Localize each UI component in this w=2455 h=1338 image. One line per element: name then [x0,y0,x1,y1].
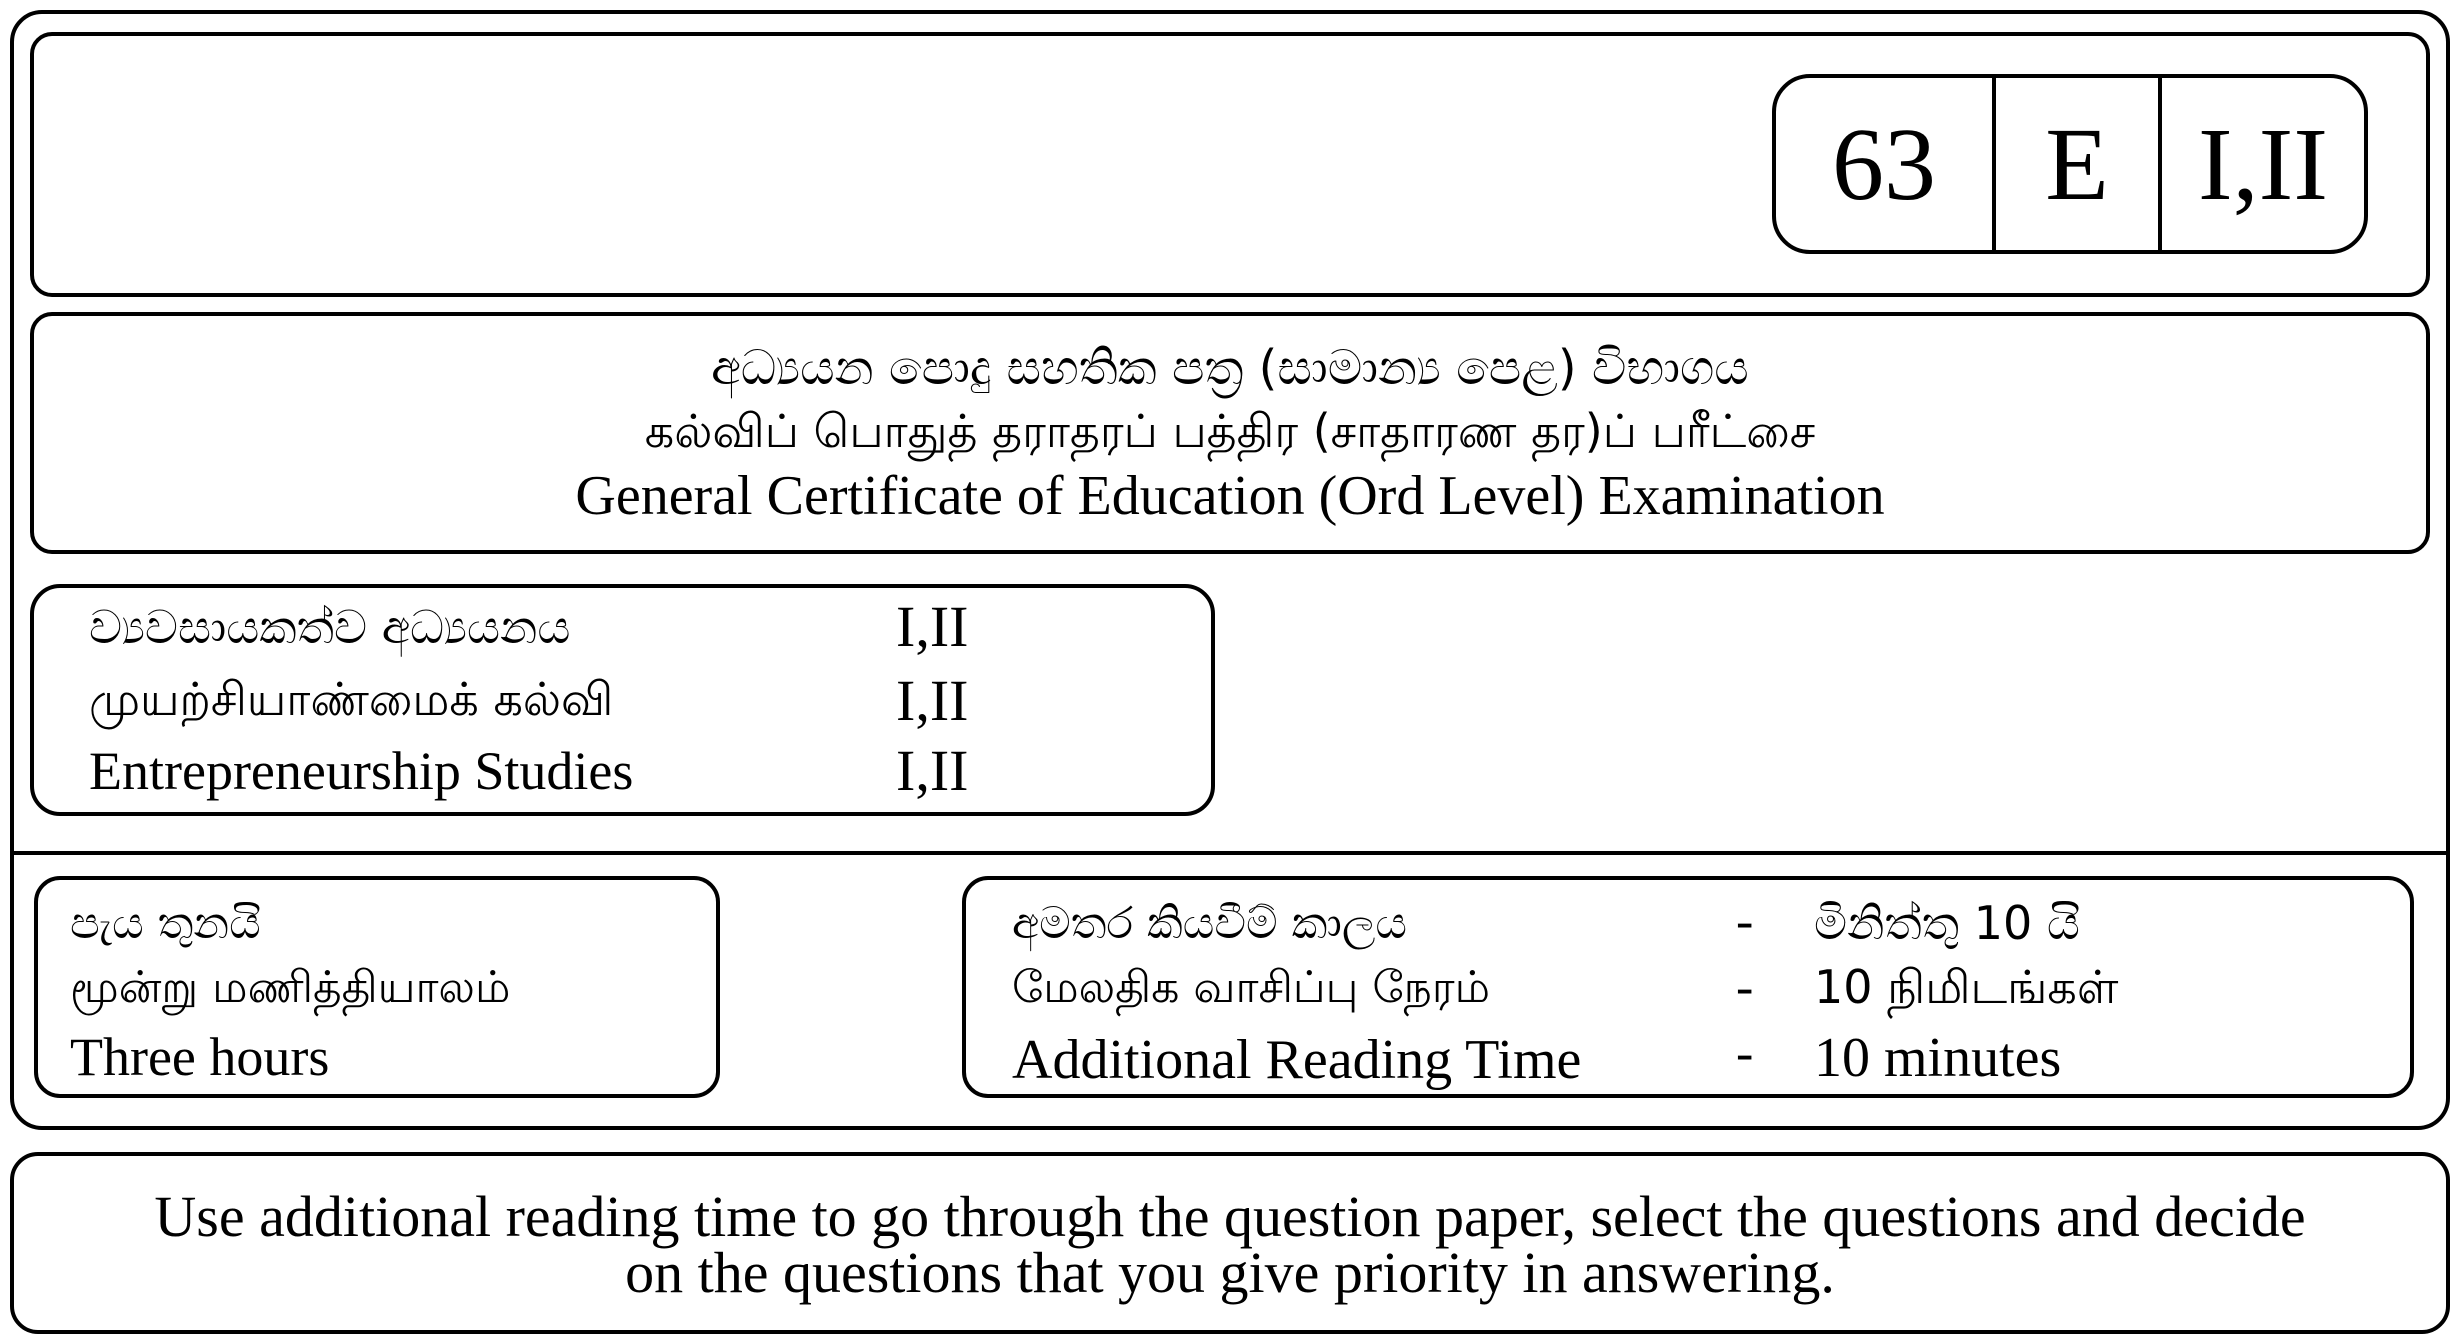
reading-time-panel [962,876,2414,1098]
instruction-line-2: on the questions that you give priority in answering. [625,1240,1835,1305]
reading-dash: - [1736,959,1754,1016]
duration-sinhala: පැය තුනයි [70,898,261,949]
exam-title-sinhala: අධ්‍යයන පොදු සහතික පත්‍ර (සාමාන්‍ය පෙළ) විභාගය [711,340,1749,396]
medium-code: E [1992,78,2158,250]
reading-label-tamil: மேலதிக வாசிப்பு நேரம் [1012,962,1490,1013]
section-divider [12,851,2448,855]
reading-dash: - [1736,1025,1754,1082]
duration-english: Three hours [70,1027,330,1087]
duration-panel [34,876,720,1098]
subject-tamil: முயற்சியாண்மைக் கல்வி [89,672,614,726]
subject-number: 63 [1832,106,1936,222]
subject-panel [30,584,1215,816]
paper-code-box [1772,74,2368,254]
subject-paper-sinhala: I,II [896,594,969,659]
exam-title-panel [30,312,2430,554]
reading-value-sinhala: මිනිත්තු 10 යි [1814,896,2080,950]
reading-value-english: 10 minutes [1814,1027,2062,1089]
exam-title-english: General Certificate of Education (Ord Level) Examination [575,465,1885,527]
subject-english: Entrepreneurship Studies [89,741,634,801]
exam-title-tamil: கல்விப் பொதுத் தராதரப் பத்திர (சாதாரண தர)ப் பரீட்சை [644,404,1816,458]
subject-paper-english: I,II [896,738,969,803]
instruction-panel [10,1152,2450,1334]
paper-numbers: I,II [2158,78,2364,250]
subject-sinhala: ව්‍යවසායකත්ව අධ්‍යයනය [89,600,571,654]
reading-value-tamil: 10 நிமிடங்கள் [1814,960,2119,1014]
reading-label-english: Additional Reading Time [1012,1029,1582,1091]
subject-paper-tamil: I,II [896,668,969,733]
reading-dash: - [1736,893,1754,950]
duration-tamil: மூன்று மணித்தியாலம் [70,962,511,1013]
reading-label-sinhala: අමතර කියවීම් කාලය [1012,898,1408,949]
instruction-line-1: Use additional reading time to go through the question paper, select the questions and decide [154,1184,2306,1249]
